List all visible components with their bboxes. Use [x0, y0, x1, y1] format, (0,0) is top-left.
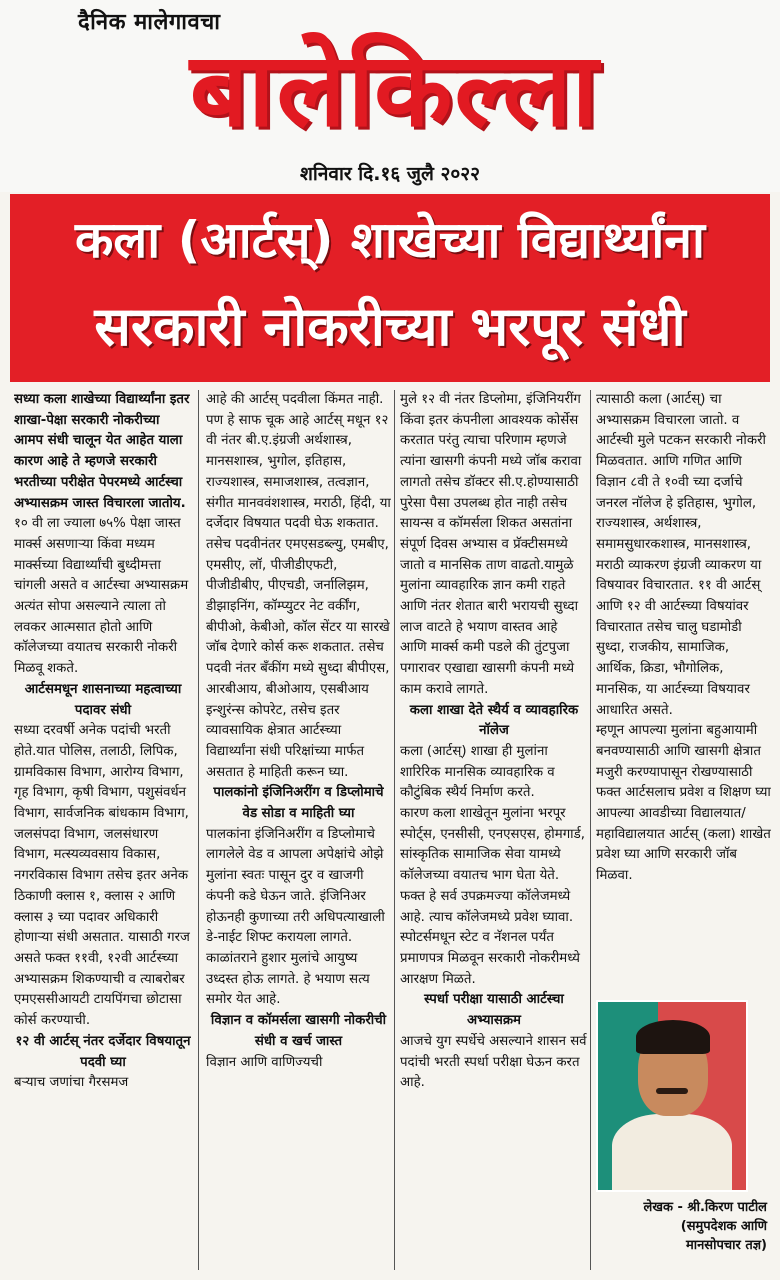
article-paragraph: कारण कला शाखेतून मुलांना भरपूर स्पोर्ट्स, एनसीसी, एनएसएस, होमगार्ड, सांस्कृतिक सामाजिक सेवा यामध्ये कॉलेजच्या वयातच भाग घेता येते. फक्त हे सर्व उपक्रमज्या कॉलेजमध्ये आहे. त्याच कॉलेजमध्ये प्रवेश घ्यावा. स्पोटर्समधून स्टेट व नॅशनल पर्यंत प्रमाणपत्र मिळवून सरकारी नोकरीमध्ये आरक्षण मिळते. — [400, 806, 585, 987]
newspaper-logo: बालेकिल्ला — [189, 31, 601, 150]
author-name: लेखक - श्री.किरण पाटील — [643, 1200, 767, 1215]
article-subheading: कला शाखा देते स्थैर्य व व्यावहारिक नॉलेज — [409, 702, 579, 739]
author-photo — [596, 1000, 748, 1192]
article-paragraph: कला (आर्टस्) शाखा ही मुलांना शारिरिक मानसिक व्यावहारिक व कौटुंबिक स्थैर्य निर्माण करते. — [400, 743, 555, 801]
headline-line-1: कला (आर्टस्) शाखेच्या विद्यार्थ्यांना — [74, 211, 706, 269]
article-paragraph: म्हणून आपल्या मुलांना बहुआयामी बनवण्यासाठी आणि खासगी क्षेत्रात मजुरी करण्यापासून रोखण्यासाठी फक्त आर्टसलाच प्रवेश व शिक्षण घ्या आपल्या आवडीच्या विद्यालयात/महाविद्यालयात आर्टस् (कला) शाखेत प्रवेश घ्या आणि सरकारी जॉब मिळवा. — [596, 723, 771, 884]
article-paragraph: त्यासाठी कला (आर्टस्) चा अभ्यासक्रम विचारला जातो. व आर्टस्ची मुले पटकन सरकारी नोकरी मिळवतात. आणि गणित आणि विज्ञान ८वी ते १०वी च्या दर्जाचे जनरल नॉलेज हे इतिहास, भुगोल, राज्यशास्त्र, अर्थशास्त्र, समामसुधारकशास्त्र, मानसशास्त्र, मराठी व्याकरण इंग्रजी व्याकरण या विषयावर विचारतात. ११ वी आर्टस् आणि १२ वी आर्टस्च्या विषयांवर विचारतात तसेच चालु घडामोडी सुध्दा, राजकीय, सामाजिक, आर्थिक, क्रिडा, भौगोलिक, मानसिक, या आर्टस्च्या विषयावर आधारित असते. — [596, 392, 766, 718]
article-paragraph: पालकांना इंजिनिअरींग व डिप्लोमाचे लागलेले वेड व आपला अपेक्षांचे ओझे मुलांना स्वतः पासून दुर व खाजगी कंपनी कडे घेऊन जाते. इंजिनिअर होऊनही कुणाच्या तरी अधिपत्याखाली डे-नाईट शिफ्ट करायला लागते. काळांतराने हुशार मुलांचे आयुष्य उध्दस्त होऊ लागते. हे भयाण सत्य समोर येत आहे. — [206, 826, 385, 1008]
article-column-2 — [206, 390, 391, 1270]
column-divider — [394, 390, 395, 1270]
article-paragraph: १० वी ला ज्याला ७५% पेक्षा जास्त मार्क्स असणाऱ्या किंवा मध्यम मार्क्सच्या विद्यार्थ्यांची बुध्दीमत्ता चांगली असते व आर्टस्चा अभ्यासक्रम अत्यंत सोपा असल्याने त्याला तो लवकर आत्मसात होतो आणि कॉलेजच्या वयातच सरकारी नोकरी मिळवू शकते. — [14, 516, 189, 677]
article-column-4 — [596, 390, 772, 1270]
article-paragraph: आजचे युग स्पर्धेचे असल्याने शासन सर्व पदांची भरती स्पर्धा परीक्षा घेऊन करत आहे. — [400, 1033, 587, 1091]
column-divider — [590, 390, 591, 1270]
article-paragraph: सध्या दरवर्षी अनेक पदांची भरती होते.यात पोलिस, तलाठी, लिपिक, ग्रामविकास विभाग, आरोग्य विभाग, गृह विभाग, कृषी विभाग, पशुसंवर्धन विभाग, सार्वजनिक बांधकाम विभाग, जलसंपदा विभाग, जलसंधारण विभाग, मत्स्यव्यवसाय विकास, नगरविकास विभाग तसेच इतर अनेक ठिकाणी क्लास १, क्लास २ आणि क्लास ३ च्या पदावर अधिकारी होणाऱ्या संधी असतात. यासाठी गरज असते फक्त ११वी, १२वी आर्टस्च्या अभ्यासक्रम शिकण्याची व त्याबरोबर एमएससीआयटी टायपिंगचा छोटासा कोर्स करण्याची. — [14, 723, 190, 1029]
author-credit — [596, 1198, 767, 1255]
article-subheading: विज्ञान व कॉमर्सला खासगी नोकरीची संधी व खर्च जास्त — [210, 1013, 387, 1049]
article-paragraph: आहे की आर्टस् पदवीला किंमत नाही. पण हे साफ चूक आहे आर्टस् मधून १२ वी नंतर बी.ए.इंग्रजी अर्थशास्त्र, मानसशास्त्र, भुगोल, इतिहास, राज्यशास्त्र, समाजशास्त्र, तत्वज्ञान, संगीत मानववंशशास्त्र, मराठी, हिंदी, या दर्जेदार विषयात पदवी घेऊ शकतात. तसेच पदवीनंतर एमएसडब्ल्यु, एमबीए, एमसीए, लॉ, पीजीडीएफटी, पीजीडीबीए, पीएचडी, जर्नालिझम, डीझाइनिंग, कॉम्प्युटर नेट वर्कींग, बीपीओ, केबीओ, कॉल सेंटर या सारखे जॉब देणारे कोर्स करू शकतात. तसेच पदवी नंतर बँकींग मध्ये सुध्दा बीपीएस, आरबीआय, बीओआय, एसबीआय इन्शुरंन्स कोपरेट, तसेच इतर व्यावसायिक क्षेत्रात आर्टस्च्या विद्यार्थ्यांना संधी परिक्षांच्या मार्फत असतात हे माहिती करून घ्या. — [206, 392, 391, 780]
author-title-line-2: मानसोपचार तज्ञ) — [685, 1238, 767, 1253]
article-paragraph: बऱ्याच जणांचा गैरसमज — [14, 1075, 129, 1091]
article-column-1 — [14, 390, 192, 1270]
headline-line-2: सरकारी नोकरीच्या भरपूर संधी — [94, 295, 686, 358]
masthead-kicker: दैनिक मालेगावचा — [78, 10, 221, 35]
headline-banner — [10, 194, 770, 382]
article-paragraph: मुले १२ वी नंतर डिप्लोमा, इंजिनियरींग किंवा इतर कंपनीला आवश्यक कोर्सेस करतात परंतु त्याचा परिणाम म्हणजे त्यांना खासगी कंपनी मध्ये जॉब करावा लागतो तसेच डॉक्टर सी.ए.होण्यासाठी पुरेसा पैसा उपलब्ध होत नाही तसेच सायन्स व कॉमर्सला शिकत असतांना संपूर्ण दिवस अभ्यास व प्रॅक्टीसमध्ये जातो व मानसिक ताण वाढतो.यामुळे मुलांना व्यावहारिक ज्ञान कमी राहते आणि नंतर शेतात बारी भरायची सुध्दा लाज वाटते हे भयाण वास्तव आहे आणि मार्क्स कमी पडले की तुंटपुजा पगारावर एखाद्या खासगी कंपनी मध्ये काम करावे लागते. — [400, 392, 582, 697]
article-body — [10, 390, 772, 1270]
article-intro: सध्या कला शाखेच्या विद्यार्थ्यांना इतर शाखा-पेक्षा सरकारी नोकरीच्या आमप संधी चालून येत आहेत याला कारण आहे ते म्हणजे सरकारी भरतीच्या परीक्षेत पेपरमध्ये आर्टस्चा अभ्यासक्रम जास्त विचारला जातोय. — [14, 392, 190, 511]
article-column-3 — [400, 390, 588, 1270]
author-title-line-1: (समुपदेशक आणि — [680, 1219, 767, 1234]
issue-date: शनिवार दि.१६ जुलै २०२२ — [300, 163, 480, 185]
article-subheading: आर्टसमधून शासनाच्या महत्वाच्या पदावर संधी — [24, 681, 182, 718]
article-subheading: स्पर्धा परीक्षा यासाठी आर्टस्चा अभ्यासक्रम — [424, 992, 564, 1029]
masthead — [0, 0, 780, 192]
article-paragraph: विज्ञान आणि वाणिज्यची — [206, 1054, 323, 1070]
column-divider — [198, 390, 199, 1270]
article-subheading: १२ वी आर्टस् नंतर दर्जेदार विषयातून पदवी घ्या — [15, 1033, 191, 1070]
article-subheading: पालकांनो इंजिनिअरींग व डिप्लोमाचे वेड सोडा व माहिती घ्या — [213, 785, 384, 822]
